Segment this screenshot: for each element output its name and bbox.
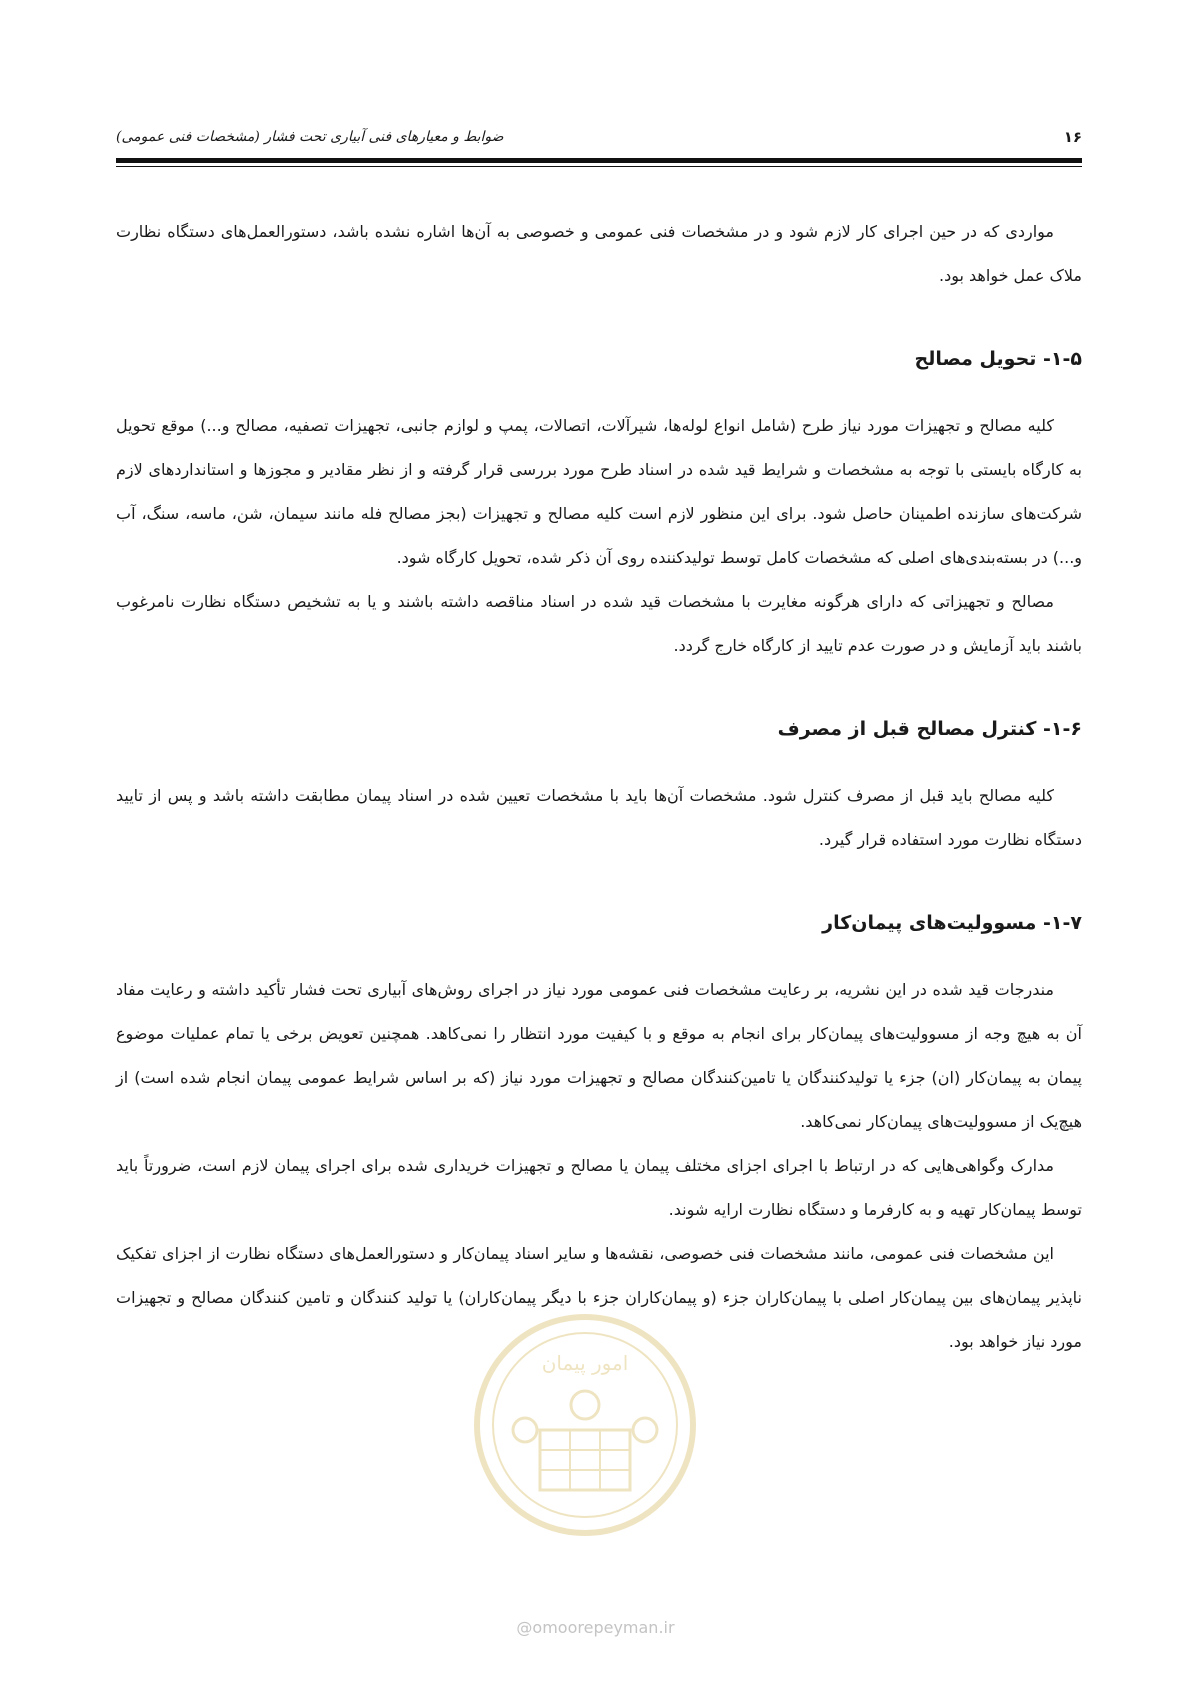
body-paragraph: مصالح و تجهیزاتی که دارای هرگونه مغایرت با مشخصات قید شده در اسناد مناقصه داشته باشند و یا به تشخیص دستگاه نظارت نامرغوب باشند باید آزمایش و در صورت عدم تایید از کارگاه خارج گردد. (116, 592, 1082, 655)
body-paragraph: این مشخصات فنی عمومی، مانند مشخصات فنی خصوصی، نقشه‌ها و سایر اسناد پیمان‌کار و دستورالعمل‌های دستگاه نظارت از اجزای تفکیک ناپذیر پیمان‌های بین پیمان‌کار اصلی با پیمان‌کاران جزء (و پیمان‌کاران جزء با دیگر پیمان‌کاران) یا تولید کنندگان و تامین کنندگان مصالح و تجهیزات مورد نیاز خواهد بود. (116, 1244, 1082, 1351)
watermark-seal-icon (470, 1310, 700, 1540)
section-heading: ۱-۷- مسوولیت‌های پیمان‌کار (822, 912, 1082, 934)
body-paragraph: کلیه مصالح و تجهیزات مورد نیاز طرح (شامل انواع لوله‌ها، شیرآلات، اتصالات، پمپ و لوازم جانبی، تجهیزات تصفیه، مصالح و...) موقع تحویل به کارگاه بایستی با توجه به مشخصات و شرایط قید شده در اسناد طرح مورد بررسی قرار گرفته و از نظر مقادیر و مجوزها و استانداردهای لازم شرکت‌های سازنده اطمینان حاصل شود. برای این منظور لازم است کلیه مصالح و تجهیزات (بجز مصالح فله مانند سیمان، شن، ماسه، سنگ، آب و...) در بسته‌بندی‌های اصلی که مشخصات کامل توسط تولیدکننده روی آن ذکر شده، تحویل کارگاه شود. (116, 416, 1082, 567)
body-paragraph: مندرجات قید شده در این نشریه، بر رعایت مشخصات فنی عمومی مورد نیاز در اجرای روش‌های آبیاری تحت فشار تأکید داشته و رعایت مفاد آن به هیچ وجه از مسوولیت‌های پیمان‌کار برای انجام به موقع و با کیفیت مورد انتظار را نمی‌کاهد. همچنین تعویض برخی یا تمام عملیات موضوع پیمان به پیمان‌کار (ان) جزء یا تولیدکنندگان یا تامین‌کنندگان مصالح و تجهیزات مورد نیاز (که بر اساس شرایط عمومی پیمان انجام شده است) از هیچ‌یک از مسوولیت‌های پیمان‌کار نمی‌کاهد. (116, 980, 1082, 1131)
page-number: ۱۶ (1063, 128, 1082, 146)
header-rule-thin (116, 166, 1082, 167)
section-heading: ۱-۶- کنترل مصالح قبل از مصرف (777, 718, 1082, 740)
watermark-url: @omoorepeyman.ir (516, 1618, 675, 1637)
header-rule-thick (116, 158, 1082, 163)
section-material-delivery (116, 344, 1082, 668)
section-contractor-responsibilities (116, 908, 1082, 1364)
running-title: ضوابط و معیارهای فنی آبیاری تحت فشار (مشخصات فنی عمومی) (116, 129, 504, 145)
body-paragraph: مدارک وگواهی‌هایی که در ارتباط با اجرای اجزای مختلف پیمان یا مصالح و تجهیزات خریداری شده برای اجرای پیمان لازم است، ضرورتاً باید توسط پیمان‌کار تهیه و به کارفرما و دستگاه نظارت ارایه شوند. (116, 1156, 1082, 1219)
intro-paragraph: مواردی که در حین اجرای کار لازم شود و در مشخصات فنی عمومی و خصوصی به آن‌ها اشاره نشده باشد، دستورالعمل‌های دستگاه نظارت ملاک عمل خواهد بود. (116, 222, 1082, 285)
section-heading: ۱-۵- تحویل مصالح (914, 348, 1082, 370)
page-body (116, 210, 1082, 1364)
body-paragraph: کلیه مصالح باید قبل از مصرف کنترل شود. مشخصات آن‌ها باید با مشخصات تعیین شده در اسناد پیمان مطابقت داشته باشد و پس از تایید دستگاه نظارت مورد استفاده قرار گیرد. (116, 786, 1082, 849)
section-material-control (116, 714, 1082, 862)
seal-text: امور پیمان (541, 1351, 629, 1375)
page-header (116, 128, 1082, 146)
